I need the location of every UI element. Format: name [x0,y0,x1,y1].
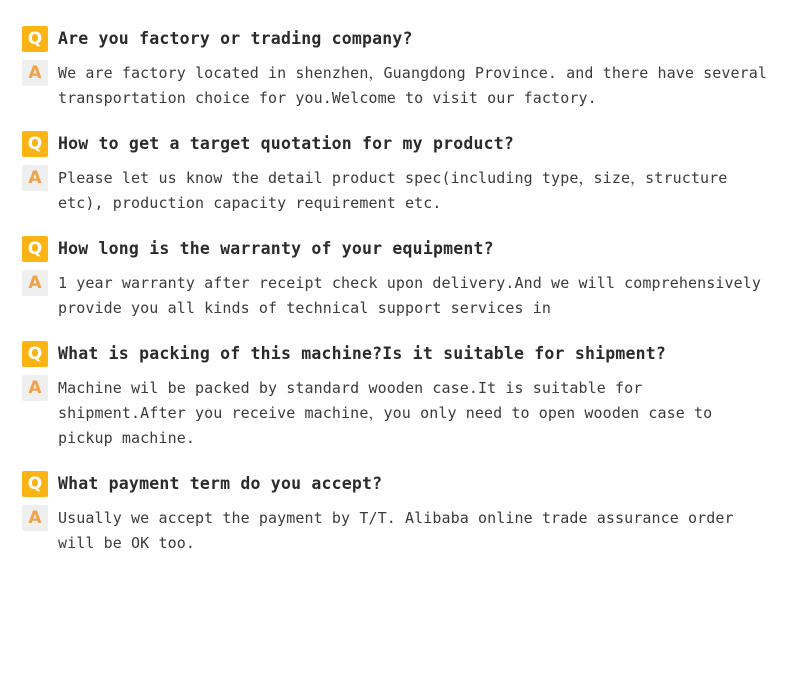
faq-answer-text: Please let us know the detail product spec(including type，size，structure etc), production capacity requirement etc. [58,169,728,212]
faq-question-text: How long is the warranty of your equipment? [58,239,494,258]
question-badge-icon: Q [22,341,48,367]
faq-item [22,341,779,451]
question-badge-icon: Q [22,26,48,52]
faq-answer-text: Usually we accept the payment by T/T. Alibaba online trade assurance order will be OK too. [58,509,734,552]
faq-question-row [22,471,779,497]
faq-question-text: Are you factory or trading company? [58,29,413,48]
answer-badge-icon: A [22,505,48,531]
faq-question-row [22,236,779,262]
answer-badge-icon: A [22,165,48,191]
faq-item [22,131,779,216]
faq-question-text: How to get a target quotation for my product? [58,134,515,153]
answer-badge-icon: A [22,60,48,86]
faq-answer-row [22,60,779,111]
faq-answer-text: Machine wil be packed by standard wooden case.It is suitable for shipment.After you receive machine，you only need to open wooden case to pickup machine. [58,379,713,447]
faq-question-row [22,26,779,52]
question-badge-icon: Q [22,131,48,157]
faq-answer-row [22,505,779,556]
faq-question-text: What is packing of this machine?Is it suitable for shipment? [58,344,667,363]
question-badge-icon: Q [22,236,48,262]
faq-item [22,471,779,556]
faq-answer-row [22,270,779,321]
answer-badge-icon: A [22,375,48,401]
faq-question-row [22,131,779,157]
faq-answer-row [22,165,779,216]
faq-answer-row [22,375,779,451]
faq-answer-text: We are factory located in shenzhen，Guangdong Province. and there have several transportation choice for you.Welcome to visit our factory. [58,64,768,107]
answer-badge-icon: A [22,270,48,296]
question-badge-icon: Q [22,471,48,497]
faq-item [22,236,779,321]
faq-item [22,26,779,111]
faq-question-row [22,341,779,367]
faq-question-text: What payment term do you accept? [58,474,383,493]
faq-answer-text: 1 year warranty after receipt check upon delivery.And we will comprehensively provide you all kinds of technical support services in [58,274,762,317]
